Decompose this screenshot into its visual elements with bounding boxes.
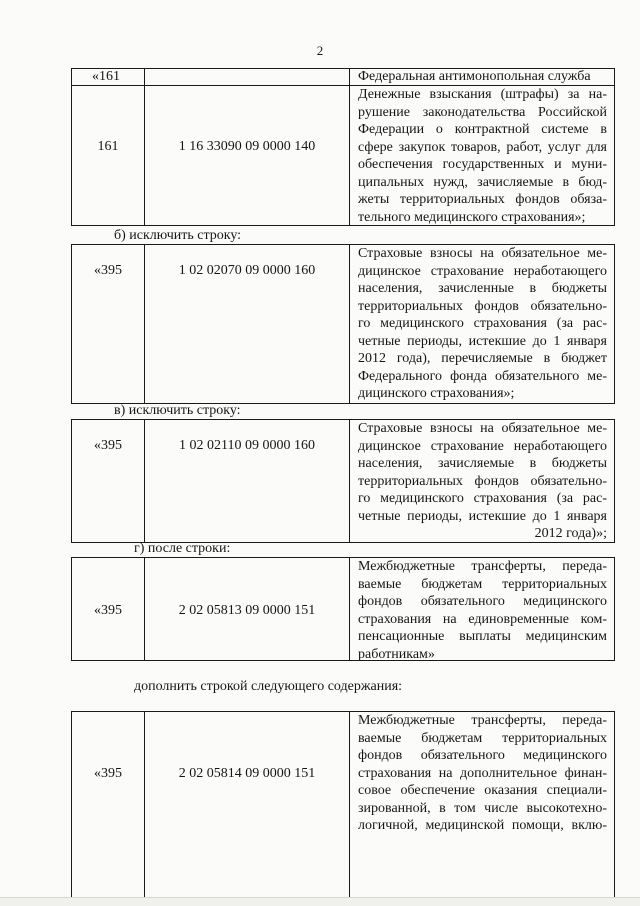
- admin-code: «395: [94, 766, 122, 781]
- table-after-row: [71, 557, 615, 661]
- desc-line: 2012 года)»;: [534, 526, 607, 541]
- desc-line: Федерального фонда обязательного ме-: [358, 368, 607, 384]
- kbk-cell: [145, 558, 350, 660]
- kbk-code: 2 02 05814 09 0000 151: [178, 766, 316, 781]
- desc-line: четные периоды, истекшие до 1 января: [358, 508, 607, 524]
- admin-code: «395: [94, 603, 122, 618]
- description: [350, 245, 614, 403]
- instruction-g: г) после строки:: [134, 541, 231, 556]
- code-cell: [72, 69, 145, 225]
- instruction-add: дополнить строкой следующего содержания:: [134, 679, 403, 694]
- desc-line: работникам»: [358, 646, 435, 662]
- desc-line: Межбюджетные трансферты, переда-: [358, 713, 607, 728]
- desc-line: населения, зачисленные в бюджеты: [358, 281, 607, 296]
- desc-line: ципальных нужд, зачисляемые в бюд-: [358, 174, 607, 190]
- desc-line: логичной, медицинской помощи, вклю-: [358, 818, 607, 833]
- desc-line: дицинское страхование неработающего: [358, 263, 607, 279]
- header-name: Федеральная антимонопольная служба: [358, 69, 591, 84]
- desc-line: ваемые бюджетам территориальных: [358, 730, 607, 746]
- description: [350, 86, 614, 226]
- desc-line: Межбюджетные трансферты, переда-: [358, 559, 607, 574]
- desc-line: совое обеспечение оказания специали-: [358, 783, 607, 798]
- desc-line: тельного медицинского страхования»;: [358, 209, 586, 225]
- desc-line: пенсационные выплаты медицинским: [358, 629, 607, 644]
- kbk-cell: [145, 712, 350, 897]
- table-added-row: [71, 711, 615, 897]
- kbk-code: 1 16 33090 09 0000 140: [178, 139, 316, 154]
- description-cell: [350, 712, 614, 897]
- desc-line: страхования на дополнительное финан-: [358, 765, 607, 781]
- code-cell: [72, 420, 145, 542]
- desc-line: рушение законодательства Российской: [358, 104, 607, 120]
- desc-line: страхования на единовременные ком-: [358, 611, 607, 627]
- desc-line: населения, зачисляемые в бюджеты: [358, 456, 607, 471]
- desc-line: Федерации о контрактной системе в: [358, 122, 607, 137]
- desc-line: обеспечения государственных и муни-: [358, 157, 607, 172]
- desc-line: ваемые бюджетам территориальных: [358, 576, 607, 592]
- desc-line: Страховые взносы на обязательное ме-: [358, 246, 607, 261]
- kbk-cell: [145, 420, 350, 542]
- table-fas: [71, 68, 615, 226]
- code-cell: [72, 558, 145, 660]
- desc-line: сфере закупок товаров, работ, услуг для: [358, 139, 607, 155]
- desc-line: фондов обязательного медицинского: [358, 748, 607, 763]
- code-cell: [72, 245, 145, 403]
- admin-code: «395: [94, 438, 122, 453]
- code-cell: [72, 712, 145, 897]
- page-number: 2: [316, 43, 324, 58]
- description-cell: [350, 420, 614, 542]
- admin-code: 161: [97, 139, 119, 154]
- table-excluded-2: [71, 419, 615, 543]
- description-cell: [350, 69, 614, 225]
- desc-line: 2012 года), перечисляемые в бюджет: [358, 351, 607, 366]
- desc-line: дицинское страхование неработающего: [358, 438, 607, 454]
- desc-line: зированной, в том числе высокотехно-: [358, 800, 607, 816]
- desc-line: фондов обязательного медицинского: [358, 594, 607, 609]
- kbk-code: 2 02 05813 09 0000 151: [178, 603, 316, 618]
- desc-line: жеты территориальных фондов обяза-: [358, 192, 607, 207]
- description: [350, 712, 614, 835]
- instruction-v: в) исключить строку:: [114, 403, 241, 418]
- kbk-cell: [145, 69, 350, 225]
- desc-line: го медицинского страхования (за рас-: [358, 316, 607, 331]
- admin-code: «395: [94, 263, 122, 278]
- desc-line: дицинского страхования»;: [358, 386, 515, 401]
- desc-line: го медицинского страхования (за рас-: [358, 491, 607, 506]
- description-cell: [350, 245, 614, 403]
- kbk-cell: [145, 245, 350, 403]
- table-excluded-1: [71, 244, 615, 404]
- description-cell: [350, 558, 614, 660]
- desc-line: территориальных фондов обязательно-: [358, 473, 607, 489]
- header-code: «161: [92, 69, 120, 84]
- description: [350, 420, 614, 543]
- desc-line: четные периоды, истекшие до 1 января: [358, 333, 607, 349]
- desc-line: территориальных фондов обязательно-: [358, 298, 607, 314]
- desc-line: Денежные взыскания (штрафы) за на-: [358, 87, 607, 102]
- kbk-code: 1 02 02110 09 0000 160: [179, 438, 315, 453]
- instruction-b: б) исключить строку:: [114, 228, 242, 243]
- description: [350, 558, 614, 663]
- desc-line: Страховые взносы на обязательное ме-: [358, 421, 607, 436]
- kbk-code: 1 02 02070 09 0000 160: [178, 263, 316, 278]
